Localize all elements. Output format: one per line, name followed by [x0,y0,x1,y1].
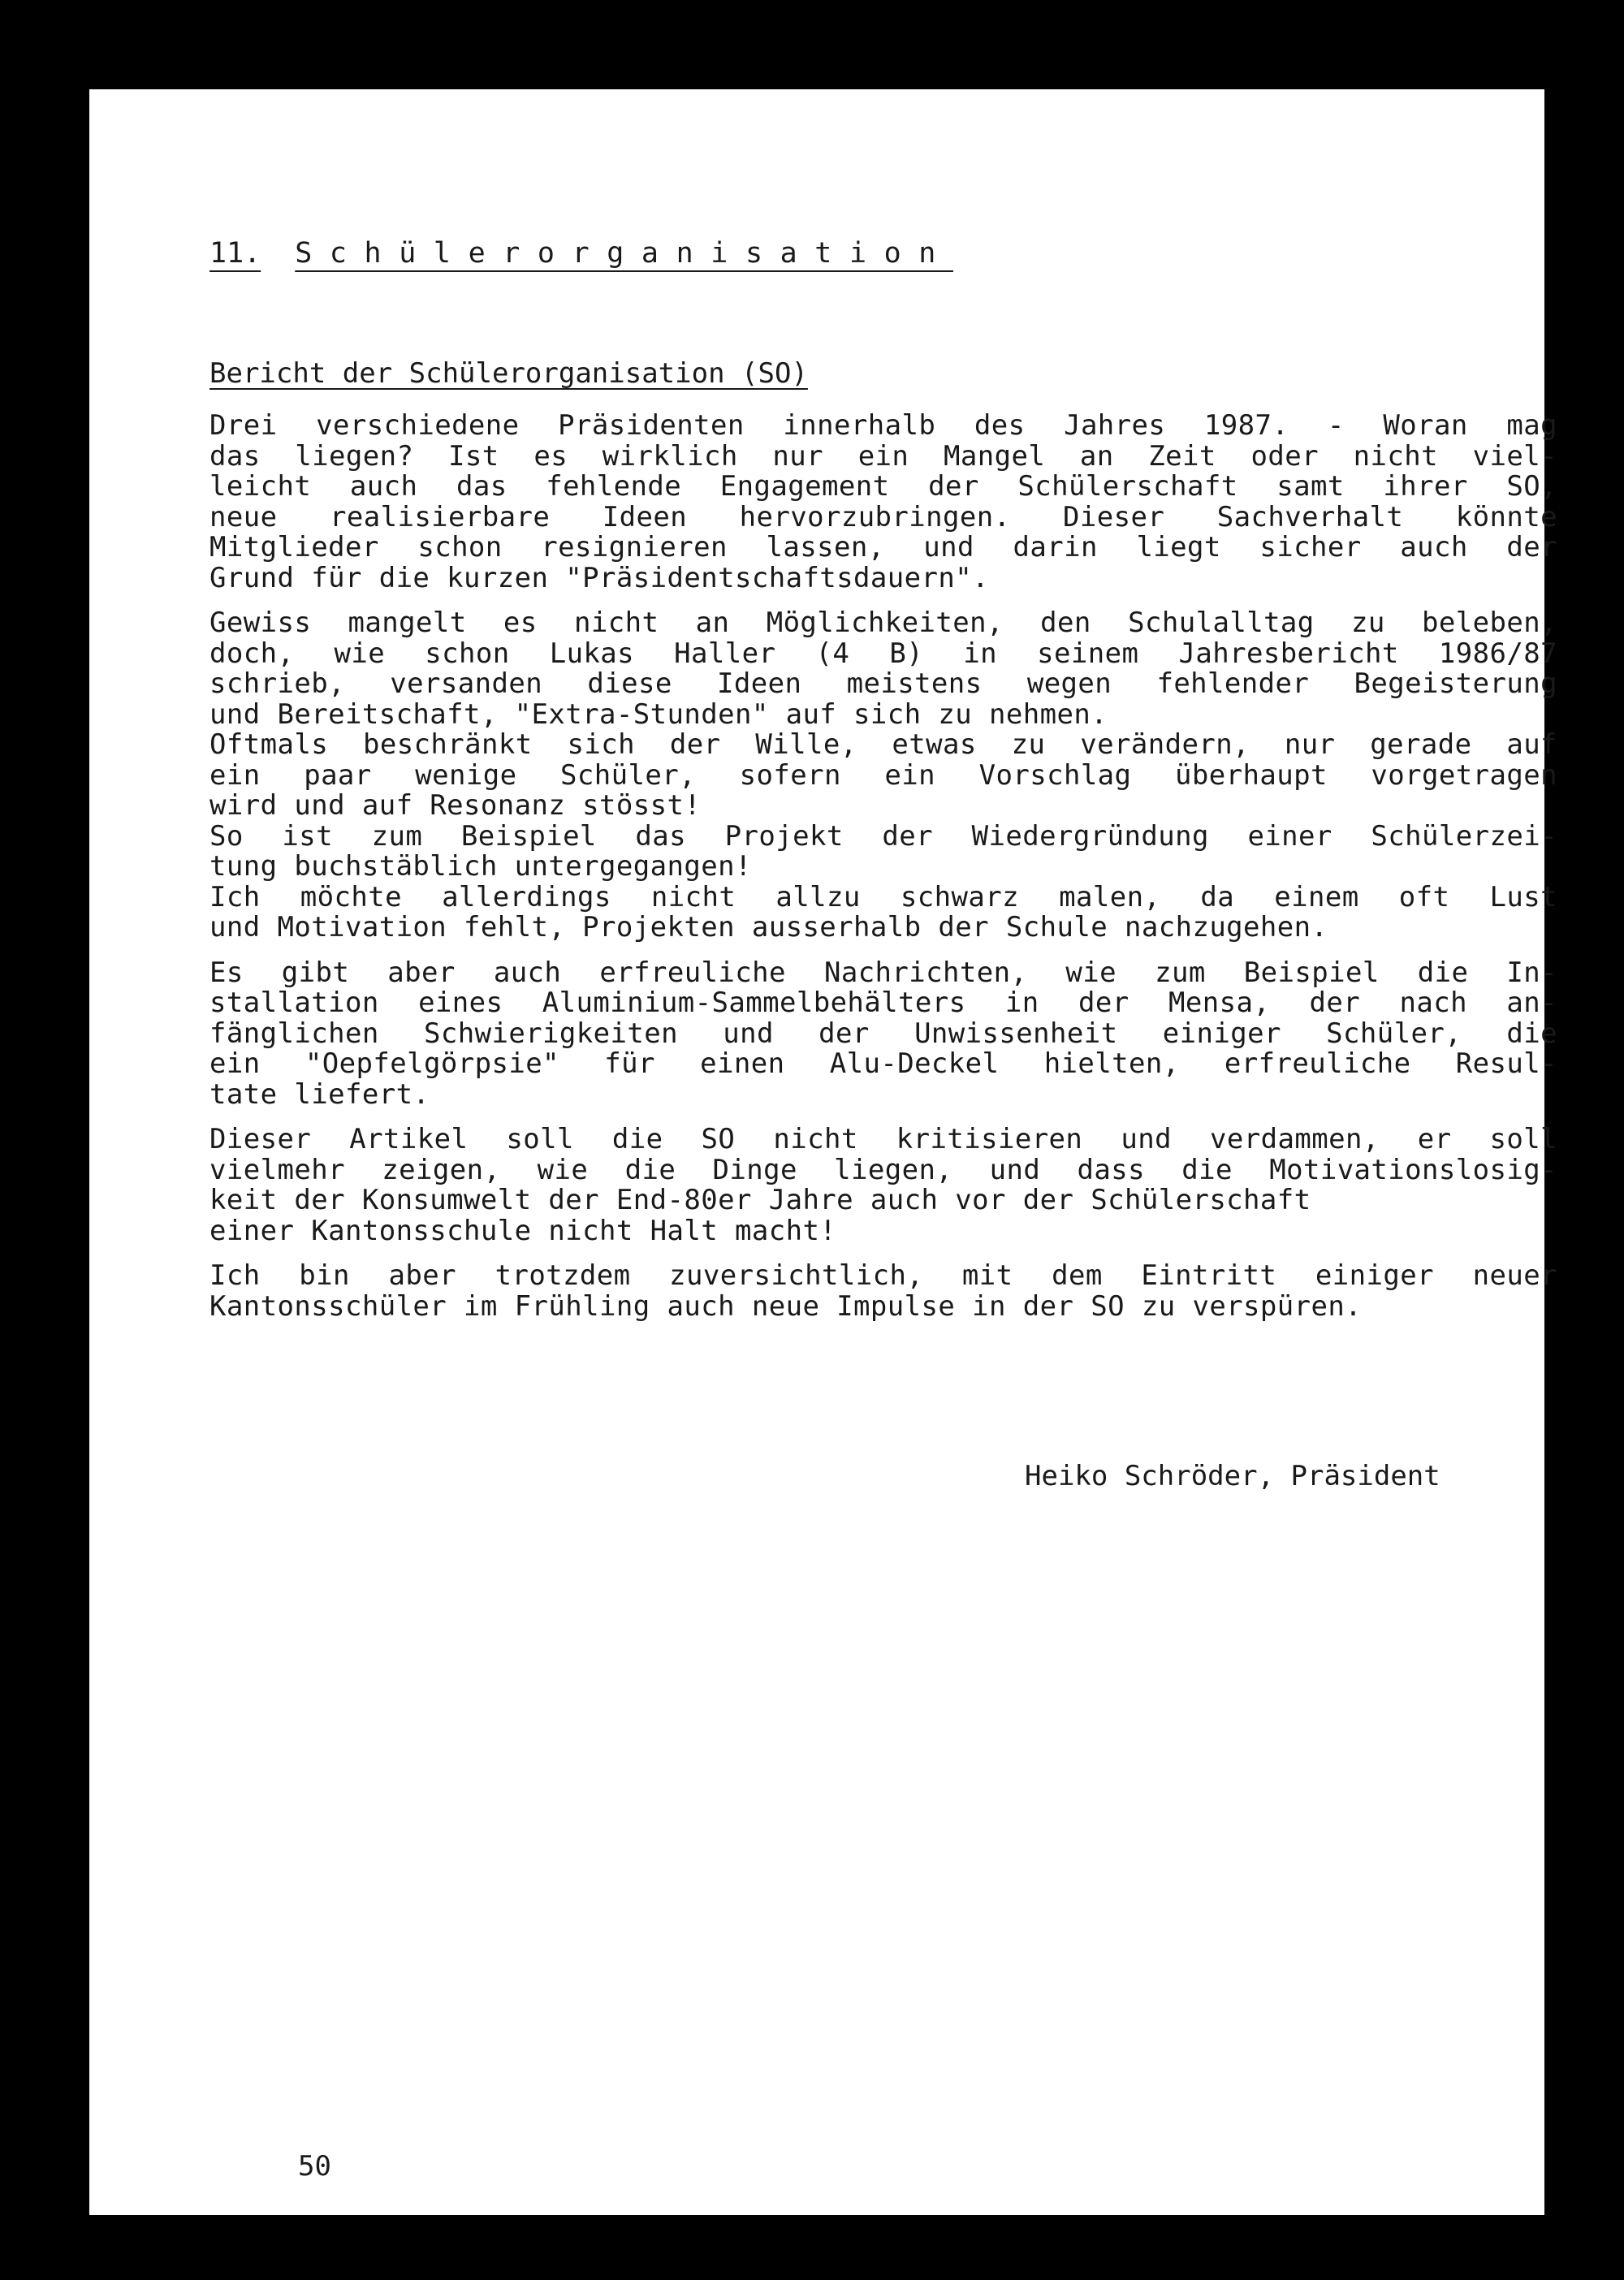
paragraph-3 [209,958,1557,1111]
text-line: Drei verschiedene Präsidenten innerhalb des Jahres 1987. - Woran mag [209,409,1557,442]
text-line: Ich bin aber trotzdem zuversichtlich, mit dem Eintritt einiger neuer [209,1259,1557,1292]
text-line: ein paar wenige Schüler, sofern ein Vorschlag überhaupt vorgetragen [209,758,1557,792]
text-line: schrieb, versanden diese Ideen meistens wegen fehlender Begeisterung [209,667,1557,700]
text-line: So ist zum Beispiel das Projekt der Wiedergründung einer Schülerzei- [209,819,1557,853]
text-line: und Motivation fehlt, Projekten ausserhalb der Schule nachzugehen. [209,911,1328,944]
text-line: Grund für die kurzen "Präsidentschaftsdauern". [209,561,990,594]
section-title-text: Schülerorganisation [295,237,953,270]
paragraph-2 [209,608,1557,944]
text-line: vielmehr zeigen, wie die Dinge liegen, und dass die Motivationslosig- [209,1153,1557,1186]
text-line: und Bereitschaft, "Extra-Stunden" auf sich zu nehmen. [209,697,1108,731]
text-line: Dieser Artikel soll die SO nicht kritisieren und verdammen, er soll [209,1123,1557,1155]
text-line: Gewiss mangelt es nicht an Möglichkeiten, den Schulalltag zu beleben, [209,607,1557,639]
text-line: keit der Konsumwelt der End-80er Jahre auch vor der Schülerschaft [209,1184,1311,1216]
text-line: Oftmals beschränkt sich der Wille, etwas zu verändern, nur gerade auf [209,728,1557,761]
text-line: doch, wie schon Lukas Haller (4 B) in seinem Jahresbericht 1986/87 [209,637,1557,670]
text-line: tate liefert. [209,1077,430,1111]
document-page [89,89,1557,2215]
section-title [209,235,1557,271]
page-number: 50 [298,2150,331,2183]
text-line: Ich möchte allerdings nicht allzu schwarz malen, da einem oft Lust [209,880,1557,913]
paragraph-5 [209,1261,1557,1322]
text-line: fänglichen Schwierigkeiten und der Unwissenheit einiger Schüler, die [209,1017,1557,1050]
text-line: ein "Oepfelgörpsie" für einen Alu-Deckel hielten, erfreuliche Resul- [209,1047,1557,1080]
page-content [209,235,1557,1336]
section-number: 11. [209,237,261,270]
report-heading: Bericht der Schülerorganisation (SO) [209,357,808,390]
text-line: Mitglieder schon resignieren lassen, und darin liegt sicher auch der [209,531,1557,564]
text-line: stallation eines Aluminium-Sammelbehälters in der Mensa, der nach an- [209,987,1557,1019]
text-line: einer Kantonsschule nicht Halt macht! [209,1214,837,1247]
text-line: Es gibt aber auch erfreuliche Nachrichten, wie zum Beispiel die In- [209,956,1557,989]
paragraph-4 [209,1125,1557,1246]
paragraph-1 [209,411,1557,594]
signature: Heiko Schröder, Präsident [1025,1460,1440,1492]
text-line: tung buchstäblich untergegangen! [209,850,752,883]
text-line: Kantonsschüler im Frühling auch neue Impulse in der SO zu verspüren. [209,1289,1363,1323]
text-line: das liegen? Ist es wirklich nur ein Mangel an Zeit oder nicht viel- [209,439,1557,473]
text-line: neue realisierbare Ideen hervorzubringen. Dieser Sachverhalt könnte [209,500,1557,533]
text-line: wird und auf Resonanz stösst! [209,789,702,822]
text-line: leicht auch das fehlende Engagement der Schülerschaft samt ihrer SO, [209,470,1557,503]
